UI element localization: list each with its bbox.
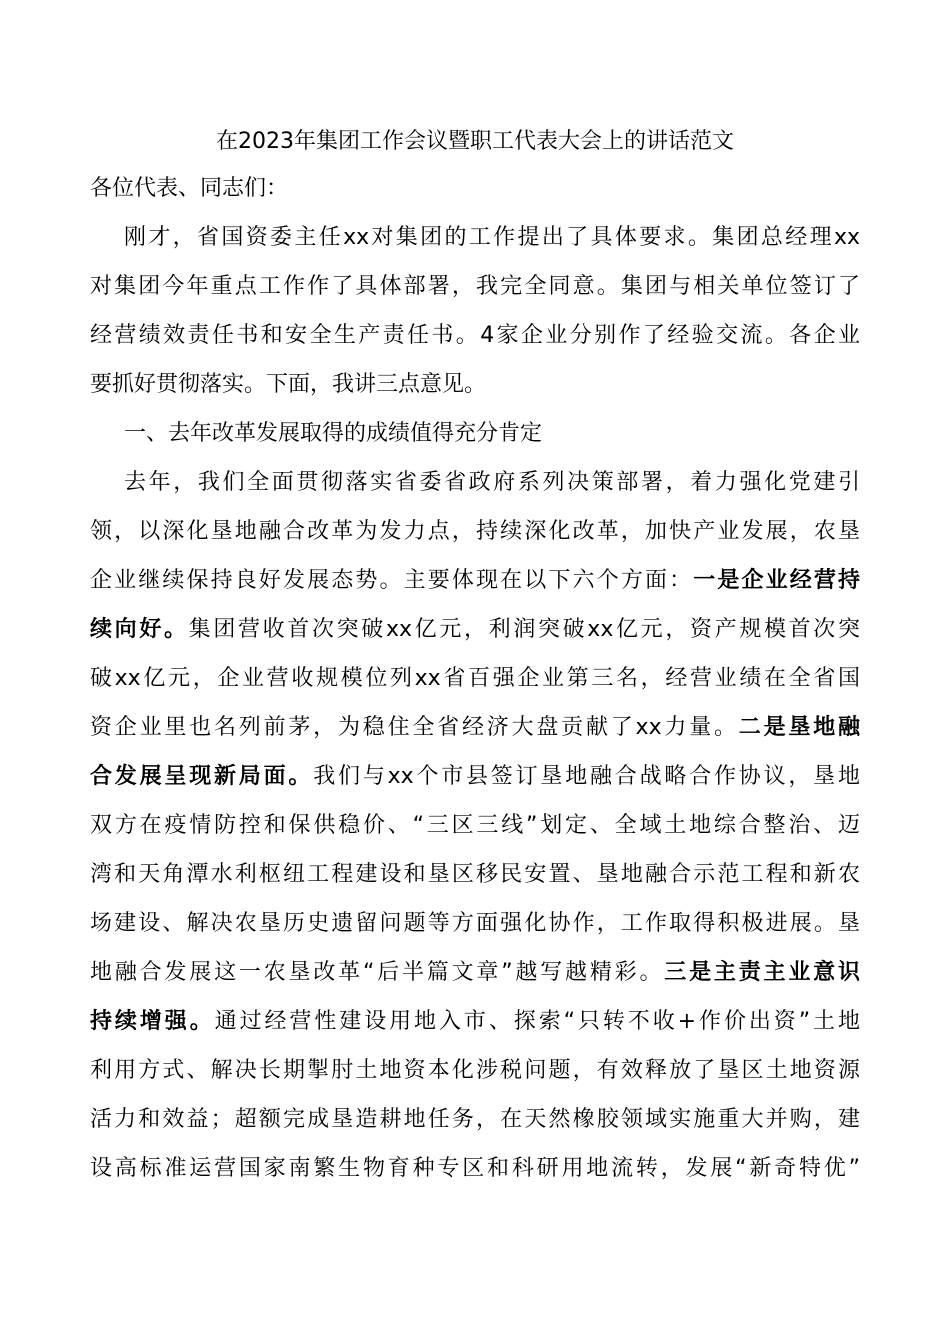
salutation: 各位代表、同志们： (90, 176, 289, 201)
paragraph-line: 刚才，省国资委主任xx对集团的工作提出了具体要求。集团总经理xx (124, 225, 860, 250)
paragraph-achievements (90, 458, 860, 1193)
paragraph-line: 双方在疫情防控和保供稳价、“三区三线”划定、全域土地综合整治、迈 (90, 813, 860, 838)
document-title: 在2023年集团工作会议暨职工代表大会上的讲话范文 (216, 129, 734, 154)
paragraph-line: 湾和天角潭水利枢纽工程建设和垦区移民安置、垦地融合示范工程和新农 (90, 862, 860, 887)
paragraph-line (90, 556, 860, 605)
paragraph-line (90, 703, 860, 752)
paragraph-line: 利用方式、解决长期掣肘土地资本化涉税问题，有效释放了垦区土地资源 (90, 1058, 860, 1083)
point-heading: 三是主责主业意识 (664, 960, 860, 985)
paragraph-opening (90, 213, 860, 409)
paragraph-line: 设高标准运营国家南繁生物育种专区和科研用地流转，发展“新奇特优” (90, 1156, 860, 1181)
paragraph-text: 地融合发展这一农垦改革“后半篇文章”越写越精彩。 (90, 960, 665, 985)
paragraph-line: 要抓好贯彻落实。下面，我讲三点意见。 (90, 372, 487, 397)
paragraph-text: 资企业里也名列前茅，为稳住全省经济大盘贡献了xx力量。 (90, 715, 739, 740)
point-heading: 续向好。 (90, 617, 189, 642)
paragraph-text: 企业继续保持良好发展态势。主要体现在以下六个方面： (90, 568, 694, 593)
paragraph-line (90, 752, 860, 801)
paragraph-text: 集团营收首次突破xx亿元，利润突破xx亿元，资产规模首次突 (188, 617, 860, 642)
paragraph-line (90, 948, 860, 997)
point-heading: 持续增强。 (90, 1009, 215, 1034)
paragraph-line: 活力和效益；超额完成垦造耕地任务，在天然橡胶领域实施重大并购，建 (90, 1107, 860, 1132)
paragraph-line (90, 605, 860, 654)
paragraph-line (90, 997, 860, 1046)
paragraph-line: 场建设、解决农垦历史遗留问题等方面强化协作，工作取得积极进展。垦 (90, 911, 860, 936)
paragraph-line: 对集团今年重点工作作了具体部署，我完全同意。集团与相关单位签订了 (90, 274, 860, 299)
paragraph-text: 通过经营性建设用地入市、探索“只转不收+作价出资”土地 (214, 1009, 860, 1034)
paragraph-line: 破xx亿元，企业营收规模位列xx省百强企业第三名，经营业绩在全省国 (90, 666, 860, 691)
section-heading: 一、去年改革发展取得的成绩值得充分肯定 (124, 421, 543, 446)
point-heading: 合发展呈现新局面。 (90, 764, 314, 789)
document-body (90, 120, 860, 1193)
point-heading: 一是企业经营持 (693, 568, 860, 593)
paragraph-line: 经营绩效责任书和安全生产责任书。4家企业分别作了经验交流。各企业 (90, 323, 860, 348)
point-heading: 二是垦地融 (738, 715, 860, 740)
paragraph-text: 我们与xx个市县签订垦地融合战略合作协议，垦地 (313, 764, 860, 789)
paragraph-line: 领，以深化垦地融合改革为发力点，持续深化改革，加快产业发展，农垦 (90, 519, 860, 544)
paragraph-line: 去年，我们全面贯彻落实省委省政府系列决策部署，着力强化党建引 (124, 470, 860, 495)
